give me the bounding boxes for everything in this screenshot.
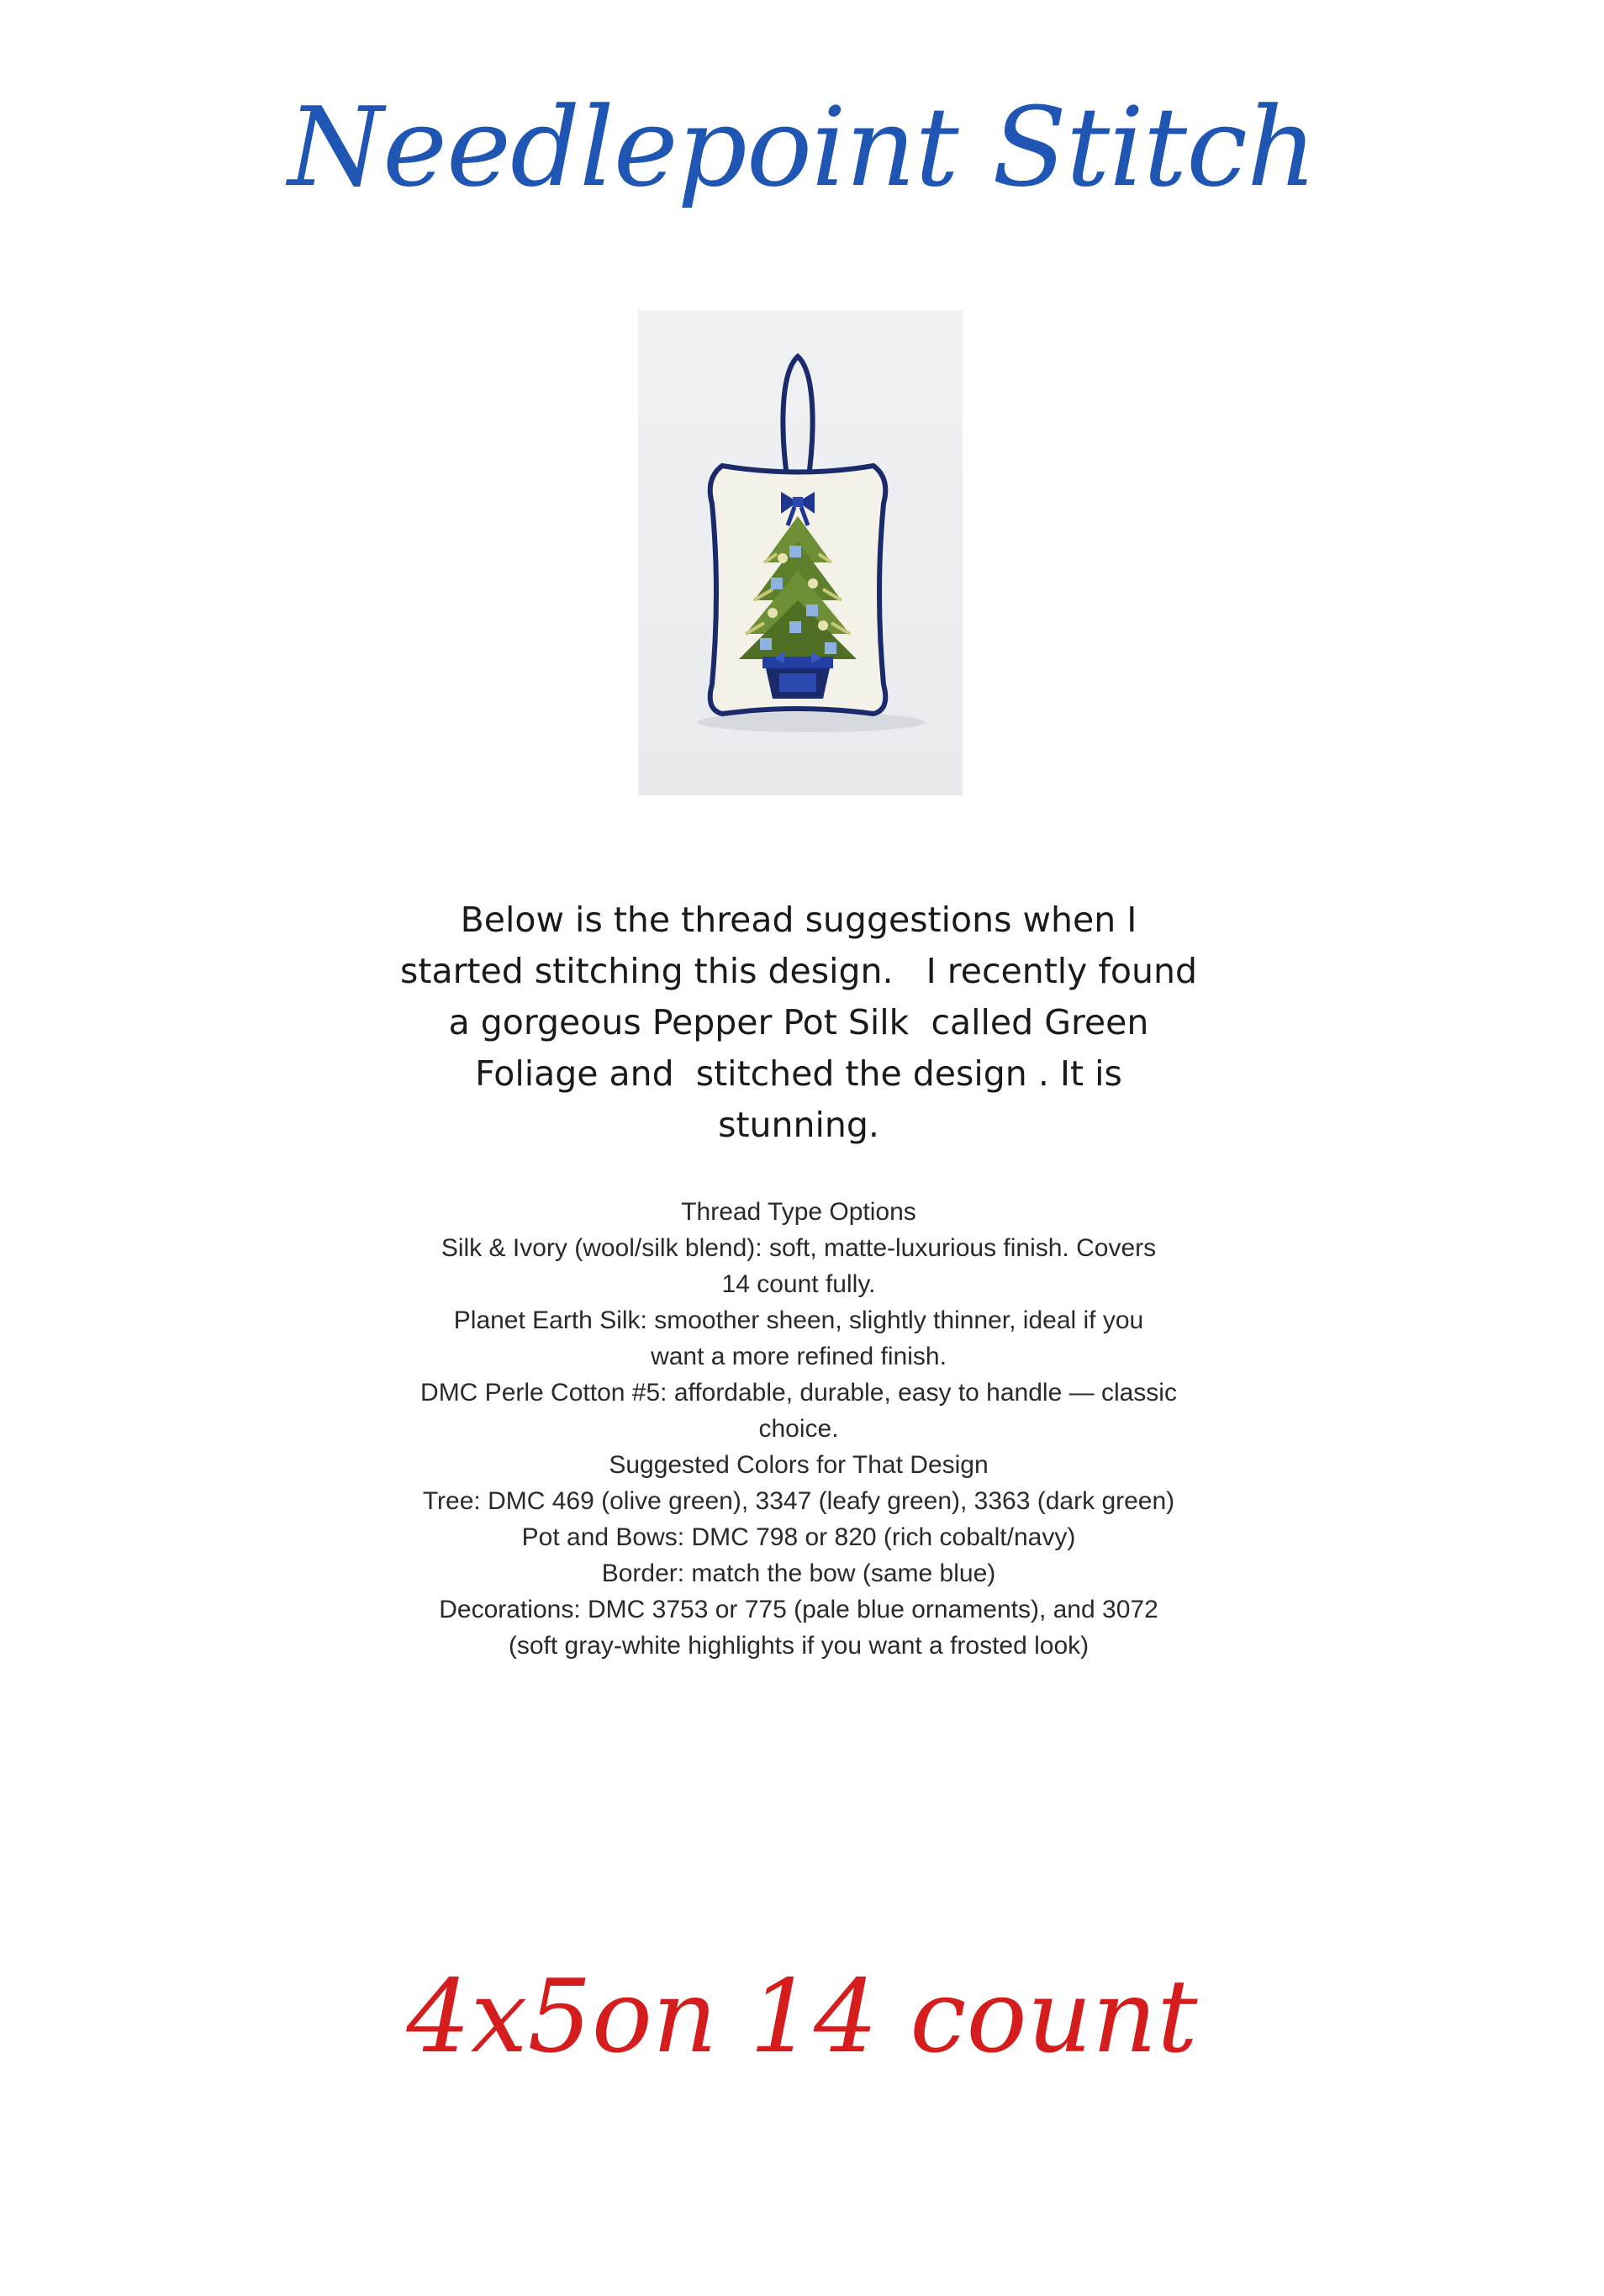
options-line: 14 count fully. — [721, 1270, 876, 1298]
pot — [762, 652, 833, 699]
intro-line: Below is the thread suggestions when I — [460, 900, 1137, 940]
options-line: Border: match the bow (same blue) — [601, 1560, 996, 1587]
colors-heading: Suggested Colors for That Design — [609, 1451, 989, 1479]
intro-line: started stitching this design. I recently found — [400, 951, 1197, 991]
size-note: 4x5on 14 count — [406, 1959, 1198, 2076]
options-line: want a more refined finish. — [651, 1343, 947, 1370]
intro-text — [361, 895, 1236, 1151]
options-line: Decorations: DMC 3753 or 775 (pale blue ornaments), and 3072 — [439, 1596, 1158, 1623]
options-heading: Thread Type Options — [681, 1198, 916, 1226]
options-line: Tree: DMC 469 (olive green), 3347 (leafy green), 3363 (dark green) — [422, 1487, 1175, 1515]
options-line: (soft gray-white highlights if you want a frosted look) — [508, 1632, 1090, 1660]
page-title: Needlepoint Stitch — [288, 83, 1316, 211]
shadow — [698, 712, 925, 732]
intro-line: stunning. — [718, 1105, 879, 1145]
ornament-photo — [638, 310, 963, 795]
options-line: Planet Earth Silk: smoother sheen, slightly thinner, ideal if you — [453, 1306, 1144, 1334]
options-line: Silk & Ivory (wool/silk blend): soft, matte-luxurious finish. Covers — [441, 1234, 1157, 1262]
options-line: choice. — [758, 1415, 839, 1443]
intro-line: a gorgeous Pepper Pot Silk called Green — [448, 1002, 1149, 1042]
hanging-loop — [783, 356, 812, 483]
options-line: DMC Perle Cotton #5: affordable, durable, easy to handle — classic — [420, 1379, 1177, 1407]
intro-line: Foliage and stitched the design . It is — [475, 1053, 1122, 1094]
options-line: Pot and Bows: DMC 798 or 820 (rich cobalt/navy) — [521, 1523, 1076, 1551]
thread-options-block — [361, 1194, 1236, 1664]
christmas-tree-ornament-image — [638, 310, 963, 795]
